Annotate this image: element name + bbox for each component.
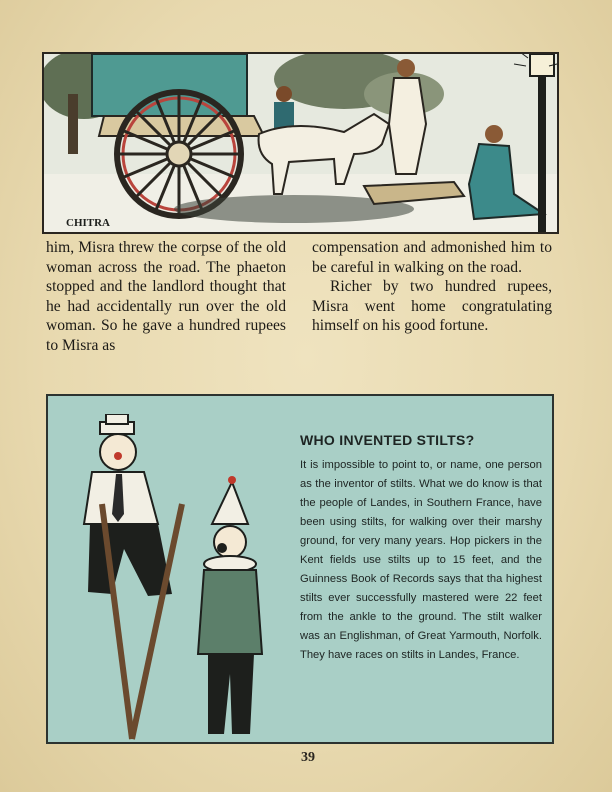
artist-signature: CHITRA <box>66 217 111 229</box>
page-number: 39 <box>301 750 315 765</box>
story-paragraph-compensation: compensation and admonished him to be careful in walking on the road. <box>312 239 552 276</box>
fact-box-text: It is impossible to point to, or name, one person as the inventor of stilts. What we do know is that the people of Landes, in Southern France, have been using stilts, for walking over their marshy ground, for very many years. Hop pickers in the Kent fields use stilts up to 15 feet, and the Guinness Book of Records says that tha highest stilts ever successfully mastered were 22 feet from the ankle to the ground. The stilt walker was an Englishman, of Great Yarmouth, Norfolk. They have races on stilts in Landes, France. <box>300 459 542 661</box>
phaeton-scene-drawing <box>44 54 557 232</box>
stilt-walkers-cartoon <box>62 414 292 744</box>
stilts-fact-box <box>46 394 554 744</box>
story-illustration <box>42 52 559 234</box>
story-paragraph-richer: Richer by two hundred rupees, Misra went home congratulating himself on his good fortune. <box>312 278 552 335</box>
fact-box-title: WHO INVENTED STILTS? <box>300 432 475 448</box>
story-text-left-column: him, Misra threw the corpse of the old woman across the road. The phaeton stopped and the landlord thought that he had accidentally run over the old woman. So he gave a hundred rupees to Misra as <box>46 239 286 354</box>
story-text-right-column <box>312 238 552 336</box>
